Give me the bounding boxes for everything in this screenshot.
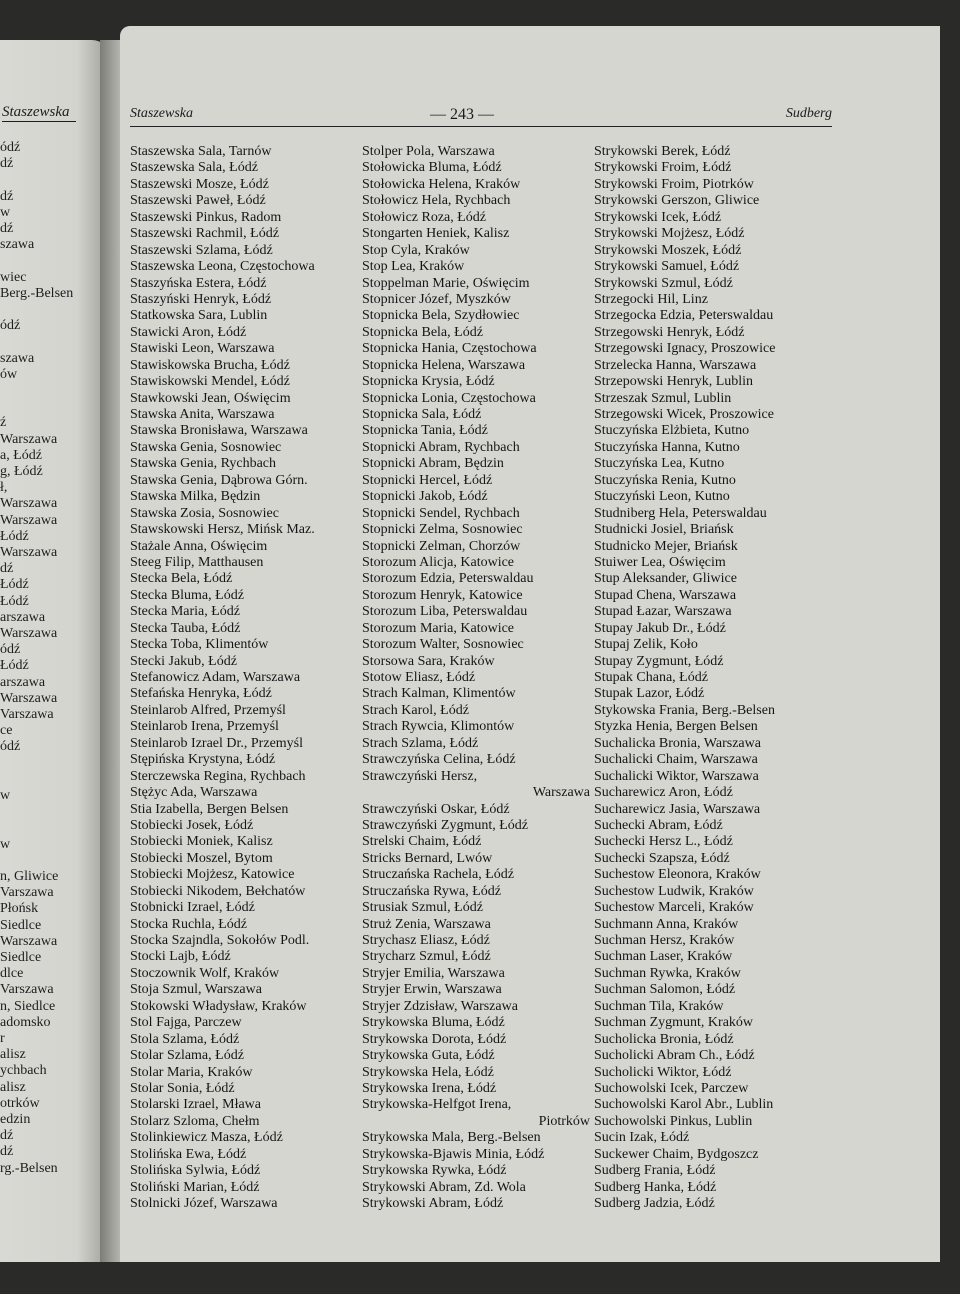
left-text-fragment: dź <box>0 221 14 236</box>
name-entry: Sucholicki Wiktor, Łódź <box>594 1064 732 1080</box>
name-entry: Stołowicka Helena, Kraków <box>362 176 521 192</box>
name-entry: Stopnicka Tania, Łódź <box>362 423 488 439</box>
running-head-left: Staszewska <box>130 106 193 121</box>
name-entry: Staszewska Sala, Łódź <box>130 160 258 176</box>
name-entry: Storozum Henryk, Katowice <box>362 587 523 603</box>
name-entry: Stężyc Ada, Warszawa <box>130 785 258 801</box>
name-entry: Stotow Eliasz, Łódź <box>362 670 476 685</box>
name-entry: Strykowska Mala, Berg.-Belsen <box>362 1130 541 1146</box>
name-column-1 <box>130 144 356 1212</box>
name-entry: Stocka Ruchla, Łódź <box>130 916 248 932</box>
name-entry: Stupay Zygmunt, Łódź <box>594 653 724 669</box>
name-entry: Stuiwer Lea, Oświęcim <box>594 554 726 570</box>
name-entry: Strzelecka Hanna, Warszawa <box>594 357 757 373</box>
name-entry: Strzegowski Henryk, Łódź <box>594 324 745 340</box>
name-entry: Strach Karol, Łódź <box>362 702 469 718</box>
name-entry: Steinlarob Izrael Dr., Przemyśl <box>130 735 304 751</box>
left-text-fragment: otrków <box>0 1095 40 1111</box>
left-text-fragment: w <box>0 836 11 852</box>
page-243 <box>120 26 940 1262</box>
left-text-fragment: Łódź <box>0 577 29 593</box>
name-entry: Stawska Milka, Będzin <box>130 489 261 505</box>
name-entry: Stołowicz Hela, Rychbach <box>362 193 511 209</box>
name-entry: Strykowski Mojżesz, Łódź <box>594 226 745 242</box>
left-text-fragment: g, Łódź <box>0 464 43 479</box>
name-entry: Stawicki Aron, Łódź <box>130 324 247 340</box>
name-entry: Stecki Jakub, Łódź <box>130 653 237 669</box>
left-text-fragment: ódź <box>0 140 21 155</box>
name-entry: Strach Szlama, Łódź <box>362 735 479 751</box>
name-entry: Stryjer Emilia, Warszawa <box>362 965 505 981</box>
name-entry: Strzepowski Henryk, Lublin <box>594 374 754 390</box>
name-entry: Storozum Liba, Peterswaldau <box>362 604 528 620</box>
name-entry: Stopnicki Jakob, Łódź <box>362 489 488 505</box>
name-entry: Stopnicki Abram, Rychbach <box>362 439 520 455</box>
left-text-fragment: wiec <box>0 269 27 285</box>
name-entry: Strusiak Szmul, Łódź <box>362 900 483 916</box>
name-entry: Stopnicki Zelman, Chorzów <box>362 538 521 554</box>
name-entry: Staszyński Henryk, Łódź <box>130 291 272 307</box>
name-entry: Strzegocki Hil, Linz <box>594 291 708 307</box>
name-entry: Stobiecki Moszel, Bytom <box>130 850 273 866</box>
left-text-fragment: r <box>0 1031 5 1046</box>
name-entry: Strykowski Abram, Łódź <box>362 1196 504 1211</box>
name-entry: Stopnicka Lonia, Częstochowa <box>362 390 536 406</box>
name-entry: Stecka Bela, Łódź <box>130 571 233 587</box>
name-entry: Stolar Sonia, Łódź <box>130 1080 235 1096</box>
left-text-fragment: alisz <box>0 1079 26 1095</box>
left-text-fragment: dź <box>0 1144 14 1160</box>
name-entry: Strykowski Abram, Zd. Wola <box>362 1179 526 1195</box>
name-entry: Stuczyński Leon, Kutno <box>594 489 730 505</box>
left-text-fragment: Płońsk <box>0 901 39 917</box>
left-text-fragment: Varszawa <box>0 707 54 722</box>
left-text-fragment: ł, <box>0 480 8 496</box>
name-entry: Stoliński Marian, Łódź <box>130 1179 260 1195</box>
left-text-fragment: Varszawa <box>0 982 54 998</box>
name-entry: Stocki Lajb, Łódź <box>130 949 231 965</box>
left-text-fragment: Warszawa <box>0 496 58 512</box>
entry-continuation: Piotrków <box>538 1113 590 1129</box>
left-text-fragment: n, Gliwice <box>0 869 59 884</box>
left-text-fragment: alisz <box>0 1047 26 1063</box>
name-entry: Suchowolski Pinkus, Lublin <box>594 1113 753 1129</box>
name-entry: Stecka Tauba, Łódź <box>130 620 241 636</box>
name-entry: Stawska Genia, Sosnowiec <box>130 439 282 455</box>
left-text-fragment: szawa <box>0 350 35 366</box>
name-entry: Styzka Henia, Bergen Belsen <box>594 719 758 735</box>
name-entry: Stop Cyla, Kraków <box>362 242 470 258</box>
name-entry: Stawska Zosia, Sosnowiec <box>130 505 279 521</box>
name-entry: Strzegocka Edzia, Peterswaldau <box>594 308 774 324</box>
name-entry: Studniberg Hela, Peterswaldau <box>594 505 767 521</box>
name-entry: Stupad Chena, Warszawa <box>594 587 737 603</box>
name-entry: Stolar Maria, Kraków <box>130 1064 253 1080</box>
left-running-head: Staszewska <box>2 104 76 122</box>
name-entry: Strykowska-Helfgot Irena, <box>362 1097 512 1113</box>
name-entry: Stoja Szmul, Warszawa <box>130 982 262 998</box>
name-entry: Sucholicka Bronia, Łódź <box>594 1031 734 1047</box>
name-entry: Stopnicka Bela, Szydłowiec <box>362 308 520 324</box>
name-entry: Stawskowski Hersz, Mińsk Maz. <box>130 522 315 538</box>
name-entry: Stolinkiewicz Masza, Łódź <box>130 1130 283 1146</box>
left-text-fragment: Warszawa <box>0 545 58 560</box>
left-text-fragment: w <box>0 204 11 220</box>
name-entry: Stupak Lazor, Łódź <box>594 686 705 702</box>
name-entry: Strykowska Irena, Łódź <box>362 1080 497 1096</box>
left-text-fragment: Varszawa <box>0 885 54 901</box>
name-entry: Suchman Salomon, Łódź <box>594 982 736 998</box>
name-entry: Suchalicki Wiktor, Warszawa <box>594 768 759 784</box>
left-text-fragment: Łódź <box>0 658 29 674</box>
name-entry: Strykowska Hela, Łódź <box>362 1064 494 1080</box>
name-entry: Suchestow Ludwik, Kraków <box>594 883 754 899</box>
name-entry: Strach Kalman, Klimentów <box>362 686 516 702</box>
name-entry: Struż Zenia, Warszawa <box>362 916 491 932</box>
name-entry: Stawkowski Jean, Oświęcim <box>130 390 291 406</box>
name-entry: Stuczyńska Renia, Kutno <box>594 472 736 488</box>
left-text-fragment: ź <box>0 415 7 431</box>
left-text-fragment: Siedlce <box>0 950 42 965</box>
name-entry: Strawczyński Oskar, Łódź <box>362 801 510 817</box>
name-entry: Strawczyński Hersz, <box>362 768 478 784</box>
name-entry: Strychasz Eliasz, Łódź <box>362 933 490 948</box>
name-entry: Suchmann Anna, Kraków <box>594 916 739 932</box>
name-entry: Strykowska Dorota, Łódź <box>362 1031 507 1047</box>
name-entry: Steinlarob Alfred, Przemyśl <box>130 702 286 718</box>
name-entry: Stop Lea, Kraków <box>362 259 465 275</box>
name-entry: Stia Izabella, Bergen Belsen <box>130 801 289 817</box>
left-text-fragment: Warszawa <box>0 690 58 706</box>
name-entry: Staszewski Rachmil, Łódź <box>130 226 279 242</box>
name-entry: Stawska Bronisława, Warszawa <box>130 423 308 439</box>
name-entry: Storozum Walter, Sosnowiec <box>362 637 524 653</box>
name-entry: Stopnicki Hercel, Łódź <box>362 472 493 488</box>
name-entry: Sudberg Frania, Łódź <box>594 1163 716 1179</box>
name-entry: Suchalicki Chaim, Warszawa <box>594 752 758 768</box>
name-entry: Stup Aleksander, Gliwice <box>594 571 737 587</box>
name-entry: Staszewski Paweł, Łódź <box>130 193 266 209</box>
name-entry: Suchman Laser, Kraków <box>594 949 733 965</box>
left-text-fragment: n, Siedlce <box>0 998 56 1014</box>
left-text-fragment: w <box>0 788 11 803</box>
name-entry: Strykowski Samuel, Łódź <box>594 259 740 275</box>
entry-continuation: Warszawa <box>532 785 590 801</box>
name-entry: Stuczyńska Elżbieta, Kutno <box>594 423 750 439</box>
name-entry: Stopnicer Józef, Myszków <box>362 291 511 307</box>
name-entry: Stobnicki Izrael, Łódź <box>130 900 255 916</box>
name-entry: Stobiecki Mojżesz, Katowice <box>130 867 295 883</box>
name-entry: Stoppelman Marie, Oświęcim <box>362 275 530 291</box>
name-entry: Stecka Toba, Klimentów <box>130 637 269 653</box>
name-entry: Stryjer Zdzisław, Warszawa <box>362 998 518 1014</box>
name-entry: Storozum Edzia, Peterswaldau <box>362 571 534 587</box>
left-text-fragment: arszawa <box>0 609 46 625</box>
name-entry: Stecka Maria, Łódź <box>130 604 241 620</box>
left-text-fragment: Warszawa <box>0 431 58 447</box>
name-entry: Strawczyńska Celina, Łódź <box>362 752 516 768</box>
name-entry: Suchestow Eleonora, Kraków <box>594 867 761 883</box>
name-entry: Stricks Bernard, Lwów <box>362 850 493 866</box>
name-entry: Studnicko Mejer, Briańsk <box>594 538 738 554</box>
name-entry: Stopnicka Hania, Częstochowa <box>362 341 537 357</box>
left-text-fragment: ychbach <box>0 1063 47 1079</box>
name-entry: Stefańska Henryka, Łódź <box>130 686 272 702</box>
name-entry: Stopnicki Zelma, Sosnowiec <box>362 522 523 538</box>
left-text-fragment: a, Łódź <box>0 447 42 463</box>
name-entry: Suchecki Hersz L., Łódź <box>594 834 733 850</box>
left-text-fragment: ce <box>0 723 13 739</box>
left-text-fragment: ódź <box>0 318 21 334</box>
left-text-fragment: Warszawa <box>0 933 58 949</box>
name-entry: Storozum Maria, Katowice <box>362 620 515 636</box>
name-entry: Suchowolski Karol Abr., Lublin <box>594 1097 774 1113</box>
name-entry: Stokowski Władysław, Kraków <box>130 998 307 1014</box>
name-entry: Staszewska Leona, Częstochowa <box>130 259 315 275</box>
name-entry: Suchman Hersz, Kraków <box>594 933 735 948</box>
name-entry: Staszewski Szlama, Łódź <box>130 242 273 258</box>
left-text-fragment: dź <box>0 1128 14 1144</box>
name-entry: Stolińska Ewa, Łódź <box>130 1146 247 1162</box>
name-entry: Suchman Rywka, Kraków <box>594 965 741 981</box>
left-text-fragment: ódź <box>0 642 21 658</box>
left-text-fragment: edzin <box>0 1112 31 1127</box>
name-entry: Struczańska Rachela, Łódź <box>362 867 514 883</box>
name-entry: Sudberg Hanka, Łódź <box>594 1179 717 1195</box>
name-entry: Strykowski Berek, Łódź <box>594 144 731 159</box>
name-entry: Stola Szlama, Łódź <box>130 1031 240 1047</box>
name-entry: Strykowski Szmul, Łódź <box>594 275 733 291</box>
name-entry: Stopnicka Bela, Łódź <box>362 324 483 340</box>
name-column-2 <box>362 144 590 1212</box>
left-text-fragment: dlce <box>0 966 24 982</box>
name-entry: Stawiskowski Mendel, Łódź <box>130 374 290 390</box>
name-entry: Stobiecki Nikodem, Bełchatów <box>130 883 306 899</box>
name-column-3 <box>594 144 826 1212</box>
name-entry: Suchalicka Bronia, Warszawa <box>594 735 761 751</box>
name-entry: Strykowska Rywka, Łódź <box>362 1163 507 1179</box>
name-entry: Stol Fajga, Parczew <box>130 1015 242 1031</box>
left-page-fragment <box>0 40 110 1262</box>
name-entry: Suchowolski Icek, Parczew <box>594 1080 749 1096</box>
name-entry: Strelski Chaim, Łódź <box>362 834 482 850</box>
name-entry: Strykowska Bluma, Łódź <box>362 1015 505 1031</box>
name-entry: Strykowski Moszek, Łódź <box>594 242 742 258</box>
name-entry: Studnicki Josiel, Briańsk <box>594 522 734 538</box>
name-entry: Stawska Genia, Rychbach <box>130 456 277 472</box>
left-text-fragment: ódź <box>0 739 21 755</box>
left-text-fragment: dź <box>0 156 14 172</box>
name-entry: Sucharewicz Aron, Łódź <box>594 785 733 801</box>
left-text-fragment: adomsko <box>0 1014 51 1030</box>
name-entry: Stopnicka Helena, Warszawa <box>362 357 526 373</box>
name-entry: Strykowska-Bjawis Minia, Łódź <box>362 1146 545 1162</box>
name-entry: Stobiecki Josek, Łódź <box>130 817 254 833</box>
name-entry: Stołowicz Roza, Łódź <box>362 209 487 225</box>
name-entry: Staszewska Sala, Tarnów <box>130 144 272 159</box>
name-entry: Staszewski Mosze, Łódź <box>130 176 269 192</box>
name-entry: Stopnicki Abram, Będzin <box>362 456 504 472</box>
name-entry: Suchman Zygmunt, Kraków <box>594 1015 754 1031</box>
name-entry: Suchman Tila, Kraków <box>594 998 724 1014</box>
name-entry: Suchecki Szapsza, Łódź <box>594 850 730 866</box>
name-entry: Stopnicka Sala, Łódź <box>362 407 482 422</box>
name-entry: Storsowa Sara, Kraków <box>362 653 495 669</box>
name-entry: Stykowska Frania, Berg.-Belsen <box>594 702 775 718</box>
left-text-fragment: Warszawa <box>0 512 58 528</box>
name-entry: Sucholicki Abram Ch., Łódź <box>594 1048 755 1064</box>
name-entry: Stryjer Erwin, Warszawa <box>362 982 502 998</box>
left-text-fragment: Berg.-Belsen <box>0 285 74 301</box>
name-entry: Sucharewicz Jasia, Warszawa <box>594 801 761 817</box>
name-entry: Strykowska Guta, Łódź <box>362 1048 495 1064</box>
left-text-fragment: Łódź <box>0 528 29 544</box>
left-text-fragment: Warszawa <box>0 626 58 641</box>
name-entry: Strzeszak Szmul, Lublin <box>594 390 732 406</box>
left-text-fragment: ów <box>0 366 18 382</box>
name-entry: Stocka Szajndla, Sokołów Podl. <box>130 933 310 948</box>
name-entry: Stolińska Sylwia, Łódź <box>130 1163 261 1179</box>
name-entry: Statkowska Sara, Lublin <box>130 308 268 324</box>
name-entry: Stawska Anita, Warszawa <box>130 407 275 422</box>
name-entry: Steeg Filip, Matthausen <box>130 554 264 570</box>
name-entry: Staszewski Pinkus, Radom <box>130 209 282 225</box>
name-entry: Stupad Łazar, Warszawa <box>594 604 732 620</box>
name-entry: Storozum Alicja, Katowice <box>362 554 515 570</box>
name-entry: Stołowicka Bluma, Łódź <box>362 160 502 176</box>
name-entry: Stawska Genia, Dąbrowa Górn. <box>130 472 308 488</box>
name-entry: Stuczyńska Hanna, Kutno <box>594 439 740 455</box>
name-entry: Stefanowicz Adam, Warszawa <box>130 670 301 685</box>
name-entry: Struczańska Rywa, Łódź <box>362 883 502 899</box>
name-entry: Sterczewska Regina, Rychbach <box>130 768 306 784</box>
name-entry: Sucin Izak, Łódź <box>594 1130 690 1146</box>
name-entry: Stobiecki Moniek, Kalisz <box>130 834 273 850</box>
name-entry: Stecka Bluma, Łódź <box>130 587 244 603</box>
running-head-right: Sudberg <box>785 106 832 121</box>
left-text-fragment: dź <box>0 561 14 577</box>
name-entry: Stępińska Krystyna, Łódź <box>130 752 276 768</box>
name-entry: Strykowski Gerszon, Gliwice <box>594 193 760 209</box>
left-text-fragment: dź <box>0 188 14 204</box>
name-entry: Suchestow Marceli, Kraków <box>594 900 754 916</box>
left-text-fragment: szawa <box>0 237 35 253</box>
name-entry: Stolnicki Józef, Warszawa <box>130 1196 278 1211</box>
name-entry: Stupaj Zelik, Koło <box>594 637 698 653</box>
name-entry: Stolarski Izrael, Mława <box>130 1097 262 1113</box>
name-entry: Strykowski Icek, Łódź <box>594 209 722 225</box>
name-entry: Sudberg Jadzia, Łódź <box>594 1196 715 1211</box>
name-entry: Stolper Pola, Warszawa <box>362 144 495 159</box>
name-entry: Stopnicka Krysia, Łódź <box>362 374 495 390</box>
name-entry: Stopnicki Sendel, Rychbach <box>362 505 520 521</box>
name-entry: Staszyńska Estera, Łódź <box>130 275 267 291</box>
page-number: — 243 — <box>430 106 494 123</box>
name-entry: Strycharz Szmul, Łódź <box>362 949 491 965</box>
name-entry: Stuczyńska Lea, Kutno <box>594 456 725 472</box>
name-entry: Stawiski Leon, Warszawa <box>130 341 275 357</box>
name-entry: Stolarz Szloma, Chełm <box>130 1113 260 1129</box>
name-entry: Steinlarob Irena, Przemyśl <box>130 719 279 735</box>
name-entry: Stoczownik Wolf, Kraków <box>130 965 280 981</box>
name-entry: Strawczyński Zygmunt, Łódź <box>362 817 529 833</box>
name-entry: Suckewer Chaim, Bydgoszcz <box>594 1146 759 1162</box>
name-entry: Strykowski Froim, Piotrków <box>594 176 754 192</box>
name-entry: Stolar Szlama, Łódź <box>130 1048 244 1064</box>
name-entry: Strzegowski Wicek, Proszowice <box>594 407 774 422</box>
name-entry: Strykowski Froim, Łódź <box>594 160 732 176</box>
left-text-fragment: Łódź <box>0 593 29 609</box>
left-text-fragment: Siedlce <box>0 917 42 933</box>
name-entry: Stongarten Heniek, Kalisz <box>362 226 510 242</box>
name-entry: Stawiskowska Brucha, Łódź <box>130 357 290 373</box>
name-entry: Suchecki Abram, Łódź <box>594 817 723 833</box>
name-entry: Stupak Chana, Łódź <box>594 670 708 685</box>
left-text-fragment: rg.-Belsen <box>0 1160 58 1176</box>
name-entry: Stupay Jakub Dr., Łódź <box>594 620 726 636</box>
left-text-fragment: arszawa <box>0 674 46 690</box>
name-entry: Strzegowski Ignacy, Proszowice <box>594 341 776 357</box>
page-header <box>130 106 832 127</box>
name-entry: Stażale Anna, Oświęcim <box>130 538 268 554</box>
name-entry: Strach Rywcia, Klimontów <box>362 719 515 735</box>
